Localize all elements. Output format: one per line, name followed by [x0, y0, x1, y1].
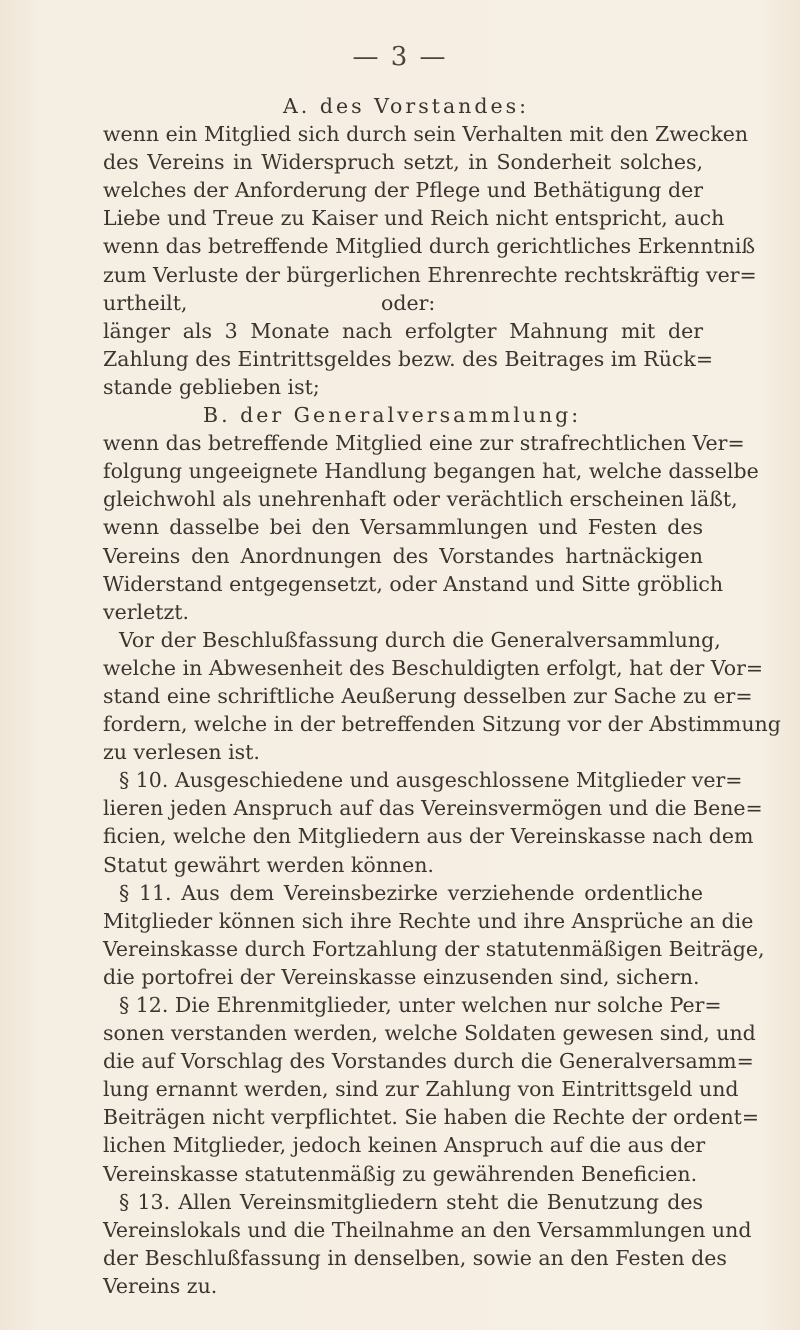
text-line: § 11. Aus dem Vereinsbezirke verziehende ordentliche: [119, 880, 703, 905]
text-line: länger als 3 Monate nach erfolgter Mahnung mit der: [103, 318, 703, 343]
text-line: B. der Generalversammlung:: [203, 403, 582, 428]
text-line: wenn ein Mitglied sich durch sein Verhalten mit den Zwecken: [103, 122, 749, 147]
text-line-right: oder:: [381, 290, 436, 315]
text-line: fordern, welche in der betreffenden Sitzung vor der Abstimmung: [103, 712, 781, 737]
page-number: — 3 —: [352, 42, 448, 72]
text-line: die auf Vorschlag des Vorstandes durch die Generalversamm=: [103, 1049, 754, 1074]
text-line: lieren jeden Anspruch auf das Vereinsvermögen und die Bene=: [103, 796, 763, 821]
text-line: welche in Abwesenheit des Beschuldigten erfolgt, hat der Vor=: [103, 655, 764, 680]
text-line: A. des Vorstandes:: [283, 94, 530, 118]
text-line: stand eine schriftliche Aeußerung desselben zur Sache zu er=: [103, 683, 753, 708]
text-line: Beiträgen nicht verpflichtet. Sie haben die Rechte der ordent=: [103, 1105, 760, 1130]
text-line: folgung ungeeignete Handlung begangen hat, welche dasselbe: [103, 459, 759, 484]
text-line: § 10. Ausgeschiedene und ausgeschlossene Mitglieder ver=: [119, 768, 743, 793]
text-line: wenn das betreffende Mitglied eine zur strafrechtlichen Ver=: [103, 431, 745, 456]
text-line: sonen verstanden werden, welche Soldaten gewesen sind, und: [103, 1021, 756, 1046]
text-line: § 13. Allen Vereinsmitgliedern steht die Benutzung des: [119, 1189, 703, 1214]
text-line: stande geblieben ist;: [103, 374, 320, 399]
text-line: Vor der Beschlußfassung durch die Generalversammlung,: [119, 627, 721, 652]
text-line: Vereinskasse statutenmäßig zu gewährenden Beneficien.: [103, 1161, 698, 1186]
body-text: [103, 92, 781, 1300]
text-line: § 12. Die Ehrenmitglieder, unter welchen nur solche Per=: [119, 993, 722, 1017]
text-line: Widerstand entgegensetzt, oder Anstand und Sitte gröblich: [103, 571, 724, 596]
text-line: Vereins den Anordnungen des Vorstandes hartnäckigen: [103, 543, 703, 568]
text-line: des Vereins in Widerspruch setzt, in Sonderheit solches,: [103, 150, 703, 175]
text-line: zu verlesen ist.: [103, 740, 260, 765]
text-line: lung ernannt werden, sind zur Zahlung von Eintrittsgeld und: [103, 1077, 739, 1102]
text-line: [103, 289, 703, 317]
text-line: Vereinslokals und die Theilnahme an den Versammlungen und: [103, 1217, 752, 1242]
text-line: Vereinskasse durch Fortzahlung der statutenmäßigen Beiträge,: [103, 936, 765, 961]
text-line: Liebe und Treue zu Kaiser und Reich nicht entspricht, auch: [103, 206, 725, 231]
text-line: die portofrei der Vereinskasse einzusenden sind, sichern.: [103, 964, 700, 989]
text-line: wenn das betreffende Mitglied durch gerichtliches Erkenntniß: [103, 234, 756, 259]
text-line: zum Verluste der bürgerlichen Ehrenrechte rechtskräftig ver=: [103, 262, 757, 287]
text-line: welches der Anforderung der Pflege und Bethätigung der: [103, 178, 703, 203]
text-line: Statut gewährt werden können.: [103, 852, 434, 877]
text-line: ficien, welche den Mitgliedern aus der Vereinskasse nach dem: [103, 824, 754, 849]
text-line-left: urtheilt,: [103, 290, 188, 315]
text-line: der Beschlußfassung in denselben, sowie an den Festen des: [103, 1245, 727, 1270]
text-line: lichen Mitglieder, jedoch keinen Anspruch auf die aus der: [103, 1133, 706, 1158]
text-line: wenn dasselbe bei den Versammlungen und Festen des: [103, 515, 703, 540]
text-line: Vereins zu.: [103, 1273, 218, 1298]
text-line: Zahlung des Eintrittsgeldes bezw. des Beitrages im Rück=: [103, 346, 714, 371]
text-line: gleichwohl als unehrenhaft oder verächtlich erscheinen läßt,: [103, 487, 738, 512]
text-line: Mitglieder können sich ihre Rechte und ihre Ansprüche an die: [103, 908, 754, 933]
text-line: verletzt.: [103, 599, 189, 624]
